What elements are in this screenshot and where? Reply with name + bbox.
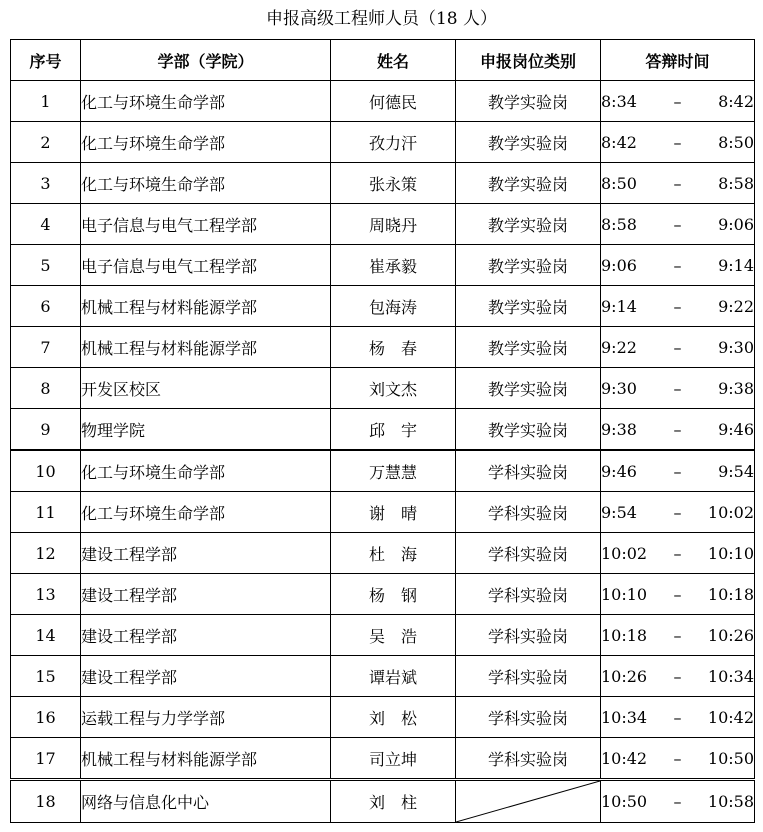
table-row	[11, 163, 755, 204]
table-row	[11, 492, 755, 533]
row-defense-time	[601, 450, 755, 492]
row-number: 4	[11, 204, 81, 245]
time-separator: –	[673, 132, 682, 152]
row-post-type-empty	[456, 780, 601, 823]
row-department: 建设工程学部	[81, 574, 331, 615]
row-defense-time	[601, 327, 755, 368]
row-name: 包海涛	[331, 286, 456, 327]
row-post-type: 教学实验岗	[456, 122, 601, 163]
time-end: 10:10	[707, 543, 754, 563]
table-row	[11, 780, 755, 823]
row-department: 建设工程学部	[81, 533, 331, 574]
time-end: 9:30	[718, 337, 754, 357]
row-name: 何德民	[331, 81, 456, 122]
row-name: 谭岩斌	[331, 656, 456, 697]
time-separator: –	[673, 502, 682, 522]
time-range	[601, 667, 754, 686]
time-separator: –	[673, 584, 682, 604]
time-separator: –	[673, 337, 682, 357]
row-defense-time	[601, 697, 755, 738]
time-separator: –	[673, 214, 682, 234]
time-end: 9:22	[718, 296, 754, 316]
row-name: 邱 宇	[331, 409, 456, 451]
table-row	[11, 122, 755, 163]
row-department: 机械工程与材料能源学部	[81, 738, 331, 780]
row-post-type: 教学实验岗	[456, 81, 601, 122]
applicant-table	[10, 39, 755, 823]
row-defense-time	[601, 409, 755, 451]
row-name: 杜 海	[331, 533, 456, 574]
time-start: 9:22	[601, 337, 637, 357]
row-defense-time	[601, 492, 755, 533]
table-row	[11, 697, 755, 738]
row-number: 14	[11, 615, 81, 656]
row-number: 1	[11, 81, 81, 122]
time-separator: –	[673, 707, 682, 727]
row-defense-time	[601, 163, 755, 204]
row-department: 化工与环境生命学部	[81, 122, 331, 163]
time-range	[601, 708, 754, 727]
row-number: 16	[11, 697, 81, 738]
time-start: 10:10	[601, 584, 648, 604]
row-number: 8	[11, 368, 81, 409]
row-post-type: 学科实验岗	[456, 492, 601, 533]
time-separator: –	[673, 378, 682, 398]
row-name: 刘 柱	[331, 780, 456, 823]
page-title: 申报高级工程师人员（18 人）	[265, 9, 498, 29]
table-body	[11, 81, 755, 823]
row-number: 5	[11, 245, 81, 286]
row-department: 建设工程学部	[81, 656, 331, 697]
row-defense-time	[601, 286, 755, 327]
time-range	[601, 133, 754, 152]
diagonal-slash	[456, 781, 600, 822]
row-name: 谢 晴	[331, 492, 456, 533]
time-range	[601, 215, 754, 234]
row-post-type: 学科实验岗	[456, 450, 601, 492]
row-name: 张永策	[331, 163, 456, 204]
row-number: 3	[11, 163, 81, 204]
time-start: 10:26	[601, 666, 648, 686]
row-department: 化工与环境生命学部	[81, 450, 331, 492]
row-number: 17	[11, 738, 81, 780]
row-department: 开发区校区	[81, 368, 331, 409]
table-row	[11, 656, 755, 697]
time-end: 9:38	[718, 378, 754, 398]
column-header-dept: 学部（学院）	[81, 40, 331, 81]
row-department: 化工与环境生命学部	[81, 163, 331, 204]
time-start: 10:50	[601, 792, 648, 811]
time-start: 8:50	[601, 173, 637, 193]
table-row	[11, 368, 755, 409]
row-post-type: 教学实验岗	[456, 245, 601, 286]
time-end: 10:42	[707, 707, 754, 727]
time-end: 8:50	[718, 132, 754, 152]
row-defense-time	[601, 615, 755, 656]
row-post-type: 学科实验岗	[456, 656, 601, 697]
row-department: 建设工程学部	[81, 615, 331, 656]
time-start: 10:02	[601, 543, 648, 563]
time-start: 9:14	[601, 296, 637, 316]
time-separator: –	[673, 419, 682, 439]
time-start: 9:06	[601, 255, 637, 275]
row-defense-time	[601, 738, 755, 780]
row-department: 物理学院	[81, 409, 331, 451]
time-range	[601, 544, 754, 563]
row-name: 刘文杰	[331, 368, 456, 409]
table-row	[11, 409, 755, 451]
row-number: 2	[11, 122, 81, 163]
row-post-type: 教学实验岗	[456, 409, 601, 451]
table-row	[11, 245, 755, 286]
time-end: 9:54	[718, 461, 754, 481]
row-department: 机械工程与材料能源学部	[81, 286, 331, 327]
time-start: 9:38	[601, 419, 637, 439]
time-end: 10:02	[707, 502, 754, 522]
column-header-time: 答辩时间	[601, 40, 755, 81]
column-header-no: 序号	[11, 40, 81, 81]
row-department: 运载工程与力学学部	[81, 697, 331, 738]
column-header-post: 申报岗位类别	[456, 40, 601, 81]
time-start: 8:34	[601, 91, 637, 111]
table-row	[11, 533, 755, 574]
time-start: 9:30	[601, 378, 637, 398]
time-start: 10:34	[601, 707, 648, 727]
time-end: 10:26	[707, 625, 754, 645]
table-row	[11, 81, 755, 122]
time-range	[601, 420, 754, 439]
time-separator: –	[673, 173, 682, 193]
table-row	[11, 738, 755, 780]
time-end: 10:58	[707, 792, 754, 811]
row-post-type: 教学实验岗	[456, 368, 601, 409]
row-post-type: 教学实验岗	[456, 163, 601, 204]
table-row	[11, 286, 755, 327]
time-range	[601, 626, 754, 645]
row-post-type: 学科实验岗	[456, 533, 601, 574]
row-defense-time	[601, 204, 755, 245]
row-name: 崔承毅	[331, 245, 456, 286]
time-separator: –	[673, 666, 682, 686]
time-end: 10:50	[707, 748, 754, 768]
row-post-type: 教学实验岗	[456, 327, 601, 368]
time-range	[601, 749, 754, 768]
row-defense-time	[601, 245, 755, 286]
row-number: 15	[11, 656, 81, 697]
row-department: 机械工程与材料能源学部	[81, 327, 331, 368]
row-defense-time	[601, 780, 755, 823]
row-department: 化工与环境生命学部	[81, 492, 331, 533]
row-post-type: 学科实验岗	[456, 615, 601, 656]
row-post-type: 学科实验岗	[456, 574, 601, 615]
row-post-type: 学科实验岗	[456, 738, 601, 780]
row-department: 化工与环境生命学部	[81, 81, 331, 122]
time-separator: –	[673, 91, 682, 111]
time-separator: –	[673, 296, 682, 316]
row-name: 吴 浩	[331, 615, 456, 656]
time-end: 10:34	[707, 666, 754, 686]
table-header-row	[11, 40, 755, 81]
table-row	[11, 327, 755, 368]
time-start: 8:42	[601, 132, 637, 152]
time-end: 8:42	[718, 91, 754, 111]
row-name: 杨 钢	[331, 574, 456, 615]
row-defense-time	[601, 533, 755, 574]
row-number: 10	[11, 450, 81, 492]
time-range	[601, 297, 754, 316]
row-defense-time	[601, 81, 755, 122]
time-separator: –	[673, 625, 682, 645]
time-separator: –	[673, 461, 682, 481]
time-end: 8:58	[718, 173, 754, 193]
time-range	[601, 174, 754, 193]
row-number: 13	[11, 574, 81, 615]
row-number: 18	[11, 780, 81, 823]
time-separator: –	[673, 543, 682, 563]
time-start: 9:54	[601, 502, 637, 522]
row-department: 网络与信息化中心	[81, 780, 331, 823]
time-separator: –	[673, 748, 682, 768]
row-name: 杨 春	[331, 327, 456, 368]
row-defense-time	[601, 368, 755, 409]
row-name: 万慧慧	[331, 450, 456, 492]
table-row	[11, 615, 755, 656]
time-end: 9:06	[718, 214, 754, 234]
time-end: 9:46	[718, 419, 754, 439]
row-name: 孜力汗	[331, 122, 456, 163]
row-defense-time	[601, 656, 755, 697]
time-end: 9:14	[718, 255, 754, 275]
time-range	[601, 462, 754, 481]
time-end: 10:18	[707, 584, 754, 604]
table-row	[11, 574, 755, 615]
row-number: 12	[11, 533, 81, 574]
time-range	[601, 585, 754, 604]
row-name: 司立坤	[331, 738, 456, 780]
time-range	[601, 256, 754, 275]
time-start: 9:46	[601, 461, 637, 481]
time-range	[601, 792, 754, 811]
table-row	[11, 450, 755, 492]
row-name: 刘 松	[331, 697, 456, 738]
row-post-type: 教学实验岗	[456, 286, 601, 327]
row-department: 电子信息与电气工程学部	[81, 245, 331, 286]
column-header-name: 姓名	[331, 40, 456, 81]
time-separator: –	[673, 792, 682, 811]
row-defense-time	[601, 574, 755, 615]
row-number: 6	[11, 286, 81, 327]
table-row	[11, 204, 755, 245]
row-post-type: 学科实验岗	[456, 697, 601, 738]
time-start: 10:18	[601, 625, 648, 645]
time-start: 10:42	[601, 748, 648, 768]
time-range	[601, 92, 754, 111]
time-range	[601, 503, 754, 522]
time-range	[601, 338, 754, 357]
row-number: 11	[11, 492, 81, 533]
row-defense-time	[601, 122, 755, 163]
time-range	[601, 379, 754, 398]
row-name: 周晓丹	[331, 204, 456, 245]
row-post-type: 教学实验岗	[456, 204, 601, 245]
time-separator: –	[673, 255, 682, 275]
row-number: 9	[11, 409, 81, 451]
row-department: 电子信息与电气工程学部	[81, 204, 331, 245]
row-number: 7	[11, 327, 81, 368]
time-start: 8:58	[601, 214, 637, 234]
